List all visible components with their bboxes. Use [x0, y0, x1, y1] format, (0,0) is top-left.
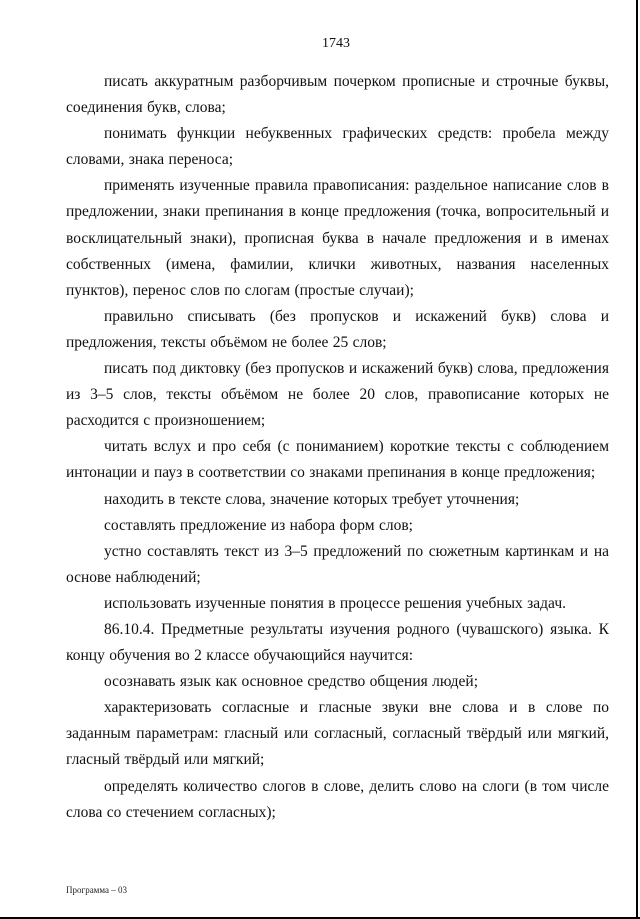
- paragraph: писать аккуратным разборчивым почерком прописные и строчные буквы, соединения букв, слова;: [66, 73, 609, 117]
- paragraph: устно составлять текст из 3–5 предложений по сюжетным картинкам и на основе наблюдений;: [66, 542, 609, 586]
- paragraph: находить в тексте слова, значение которых требует уточнения;: [104, 490, 520, 508]
- paragraph: применять изученные правила правописания: раздельное написание слов в предложении, знаки препинания в конце предложения (точка, вопросительный и восклицательный знаки), прописная буква в начале предложения и в именах собственных (имена, фамилии, клички животных, названия населенных пунктов), перенос слов по слогам (простые случаи);: [66, 177, 609, 299]
- paragraph: составлять предложение из набора форм слов;: [104, 516, 413, 534]
- document-body: [66, 69, 609, 826]
- section-heading-paragraph: 86.10.4. Предметные результаты изучения родного (чувашского) языка. К концу обучения во 2 классе обучающийся научится:: [66, 620, 609, 665]
- paragraph: правильно списывать (без пропусков и искажений букв) слова и предложения, тексты объёмом не более 25 слов;: [66, 307, 609, 351]
- footer-label: Программа – 03: [66, 885, 128, 895]
- paragraph: писать под диктовку (без пропусков и искажений букв) слова, предложения из 3–5 слов, тексты объёмом не более 20 слов, правописание которых не расходится с произношением;: [66, 360, 609, 430]
- paragraph: осознавать язык как основное средство общения людей;: [104, 673, 479, 691]
- paragraph: использовать изученные понятия в процессе решения учебных задач.: [104, 594, 566, 612]
- page-number: 1743: [322, 36, 350, 51]
- paragraph: читать вслух и про себя (с пониманием) короткие тексты с соблюдением интонации и пауз в соответствии со знаками препинания в конце предложения;: [66, 438, 609, 482]
- paragraph: понимать функции небуквенных графических средств: пробела между словами, знака переноса;: [66, 125, 609, 169]
- scan-edge-right: [636, 0, 638, 919]
- paragraph: определять количество слогов в слове, делить слово на слоги (в том числе слова со стечением согласных);: [66, 777, 609, 821]
- paragraph: характеризовать согласные и гласные звуки вне слова и в слове по заданным параметрам: гласный или согласный, согласный твёрдый или мягкий, гласный твёрдый или мягкий;: [66, 699, 609, 769]
